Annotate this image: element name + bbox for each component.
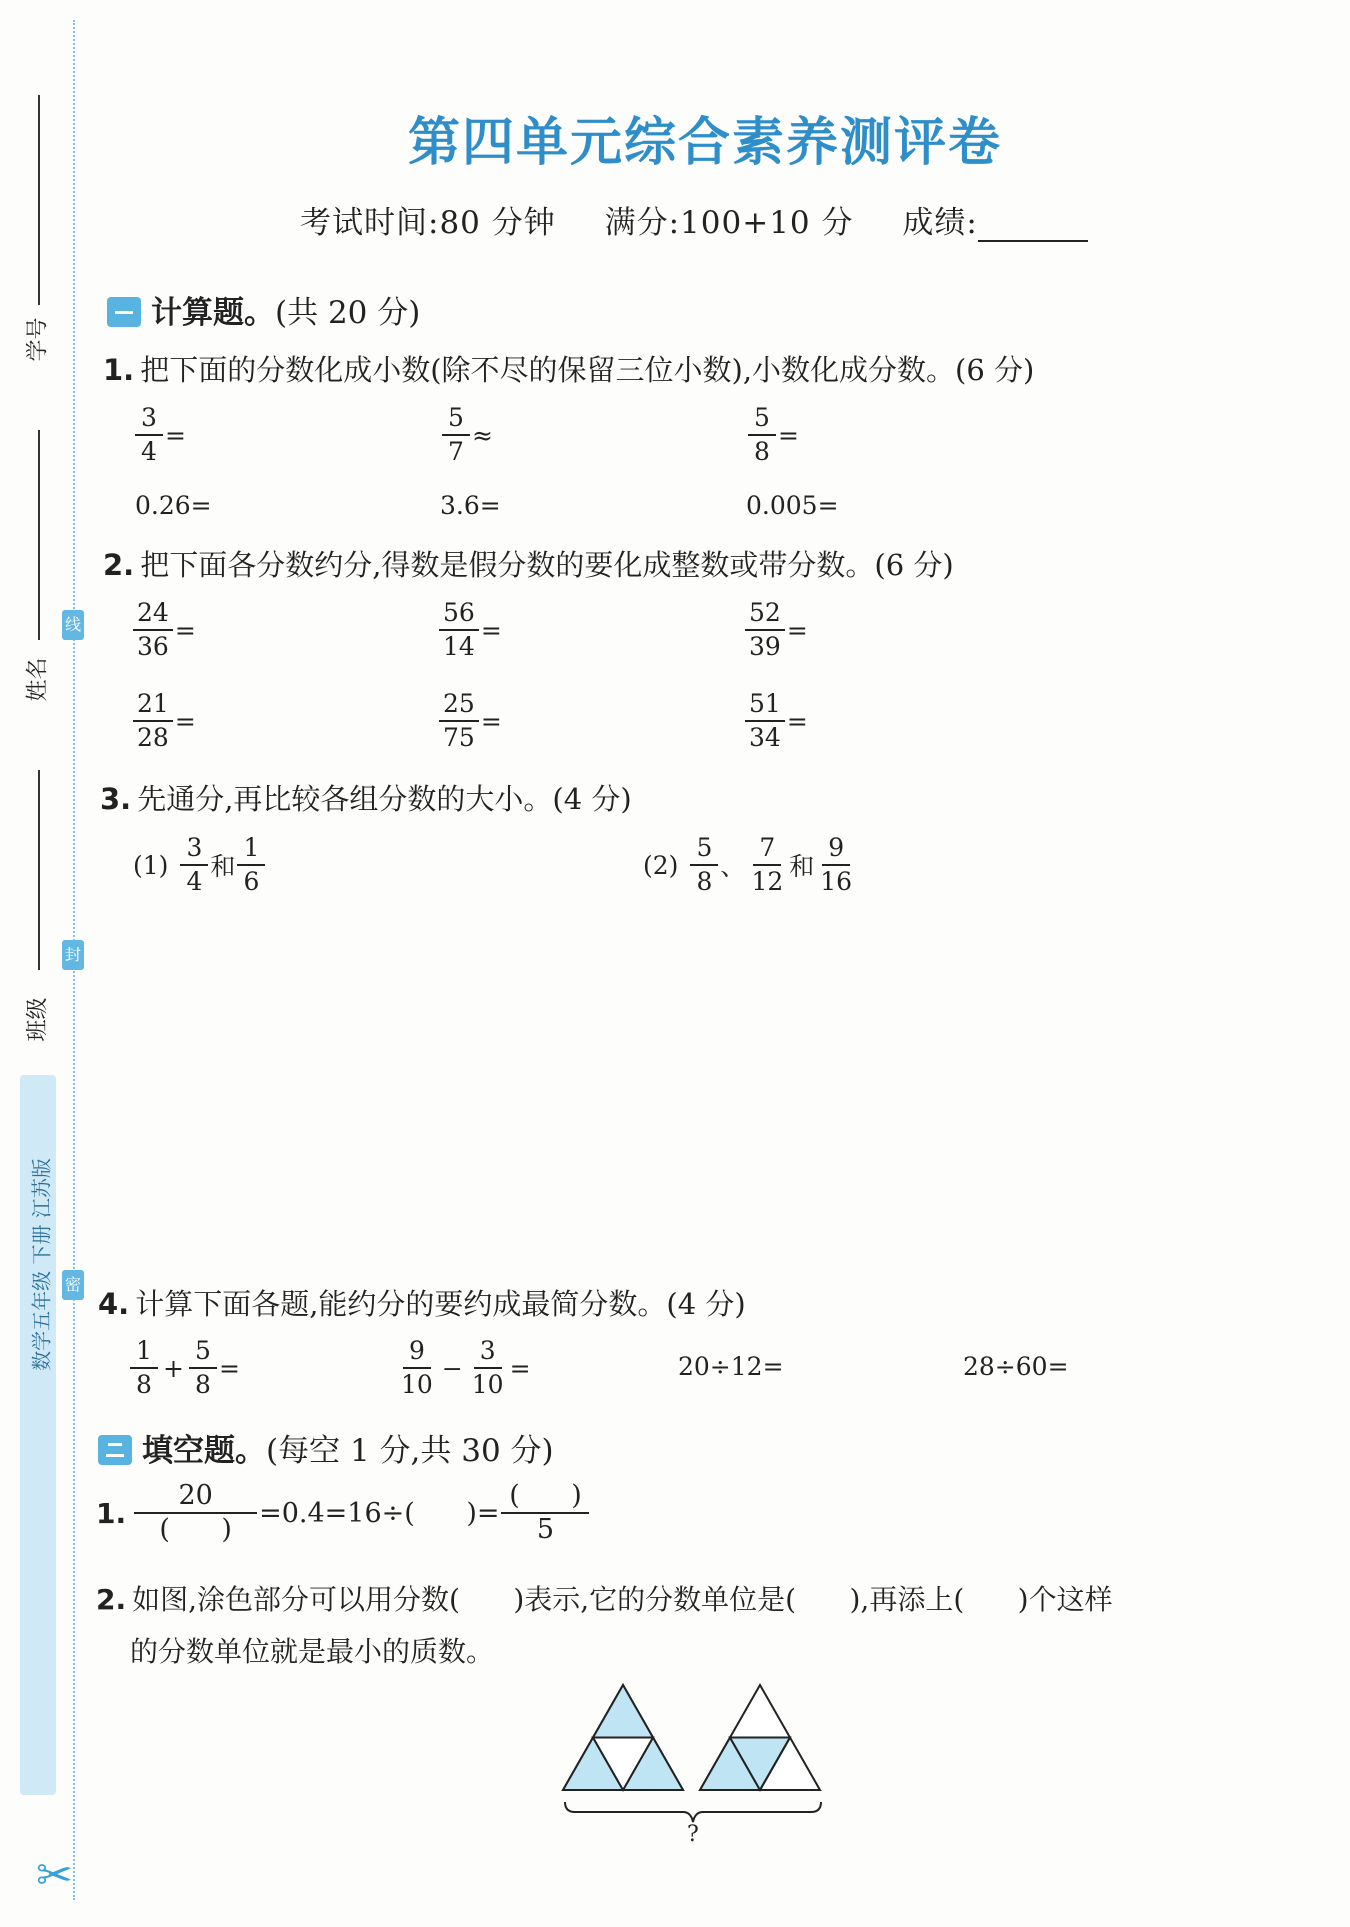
- section1-heading: [107, 287, 420, 332]
- s1-q2-frac-4: $\frac{21}{28}$ =: [131, 688, 196, 754]
- s1-q1-frac-3: $\frac{5}{8}$ =: [746, 402, 799, 468]
- s1-q1: [103, 348, 1034, 389]
- section2-badge: [98, 1435, 132, 1465]
- brace-label: ?: [687, 1822, 699, 1847]
- triangle-figure: [555, 1680, 835, 1840]
- section2-label: 填空题。: [142, 1433, 266, 1469]
- name-line: [38, 430, 40, 640]
- section2-points: (每空 1 分,共 30 分): [266, 1433, 554, 1469]
- s1-q2-frac-3: $\frac{52}{39}$ =: [743, 597, 808, 663]
- cut-tag-secret: 密: [62, 1270, 84, 1300]
- s1-q4-text: 计算下面各题,能约分的要约成最简分数。(4 分): [135, 1287, 746, 1321]
- s1-q1-text: 把下面的分数化成小数(除不尽的保留三位小数),小数化成分数。(6 分): [140, 353, 1035, 387]
- full-score: 满分:100+10 分: [604, 205, 854, 241]
- s1-q3: [100, 777, 632, 818]
- brace: [565, 1802, 821, 1822]
- s1-q2: [103, 543, 954, 584]
- section1-points: (共 20 分): [275, 295, 421, 331]
- left-triangle: [563, 1685, 683, 1790]
- s2-q2-line2: 的分数单位就是最小的质数。: [130, 1635, 495, 1668]
- s1-q2-num: 2.: [103, 548, 135, 582]
- score-blank[interactable]: [978, 210, 1088, 242]
- s2-q1: 1. $\frac{20}{( )}$ =0.4=16÷( )= $\frac{( )}{5}$: [96, 1480, 591, 1546]
- name-label: 姓名: [25, 657, 51, 702]
- s1-q4-expr-4: 28÷60=: [963, 1352, 1069, 1381]
- s2-q2-num: 2.: [96, 1583, 127, 1616]
- section2-heading: [98, 1425, 554, 1470]
- s2-q2-line1: 如图,涂色部分可以用分数( )表示,它的分数单位是( ),再添上( )个这样: [132, 1583, 1113, 1616]
- s1-q4-expr-1: 1 8 + $\frac{5}{8}$ =: [128, 1335, 240, 1401]
- exam-info: [300, 197, 1126, 242]
- right-triangle: [700, 1685, 820, 1790]
- s1-q1-num: 1.: [103, 353, 135, 387]
- exam-time: 考试时间:80 分钟: [300, 205, 556, 241]
- s1-q4-expr-3: 20÷12=: [678, 1352, 784, 1381]
- page-title: 第四单元综合素养测评卷: [407, 112, 1002, 173]
- s1-q2-text: 把下面各分数约分,得数是假分数的要化成整数或带分数。(6 分): [140, 548, 954, 582]
- s1-q2-frac-5: $\frac{25}{75}$ =: [437, 688, 502, 754]
- s1-q1-decimal-1: 0.26=: [135, 491, 212, 520]
- s1-q1-decimal-3: 0.005=: [746, 491, 839, 520]
- section1-badge: [107, 297, 141, 327]
- student-no-label: 学号: [25, 317, 51, 362]
- s1-q1-frac-2: $\frac{5}{7}$ ≈: [440, 402, 493, 468]
- s1-q2-frac-1: $\frac{24}{36}$ =: [131, 597, 196, 663]
- s1-q3-group-1: (1) 3 4 和 1 6: [133, 832, 267, 898]
- s1-q1-decimal-2: 3.6=: [440, 491, 501, 520]
- section1-label: 计算题。: [151, 295, 275, 331]
- scissors-icon: ✂: [36, 1850, 73, 1901]
- s1-q3-text: 先通分,再比较各组分数的大小。(4 分): [137, 782, 632, 816]
- cut-tag-seal: 封: [62, 940, 84, 970]
- score-label: 成绩:: [902, 205, 978, 241]
- s1-q4-expr-2: 9 10 − $\frac{3}{10}$ =: [401, 1336, 531, 1399]
- s1-q2-frac-2: $\frac{56}{14}$ =: [437, 597, 502, 663]
- brand-text: 数学五年级 下册 江苏版: [29, 1158, 54, 1371]
- s1-q3-num: 3.: [100, 782, 132, 816]
- s1-q3-group-2: (2) 5 8 、 7 12 和 9 16: [643, 833, 853, 896]
- cut-tag-line: 线: [62, 610, 84, 640]
- s1-q1-frac-1: $\frac{3}{4}$ =: [133, 402, 186, 468]
- class-label: 班级: [25, 997, 51, 1042]
- s2-q2: [96, 1578, 1113, 1618]
- s1-q4-num: 4.: [98, 1287, 130, 1321]
- class-line: [38, 770, 40, 970]
- s1-q2-frac-6: $\frac{51}{34}$ =: [743, 688, 808, 754]
- s1-q4: [98, 1282, 746, 1323]
